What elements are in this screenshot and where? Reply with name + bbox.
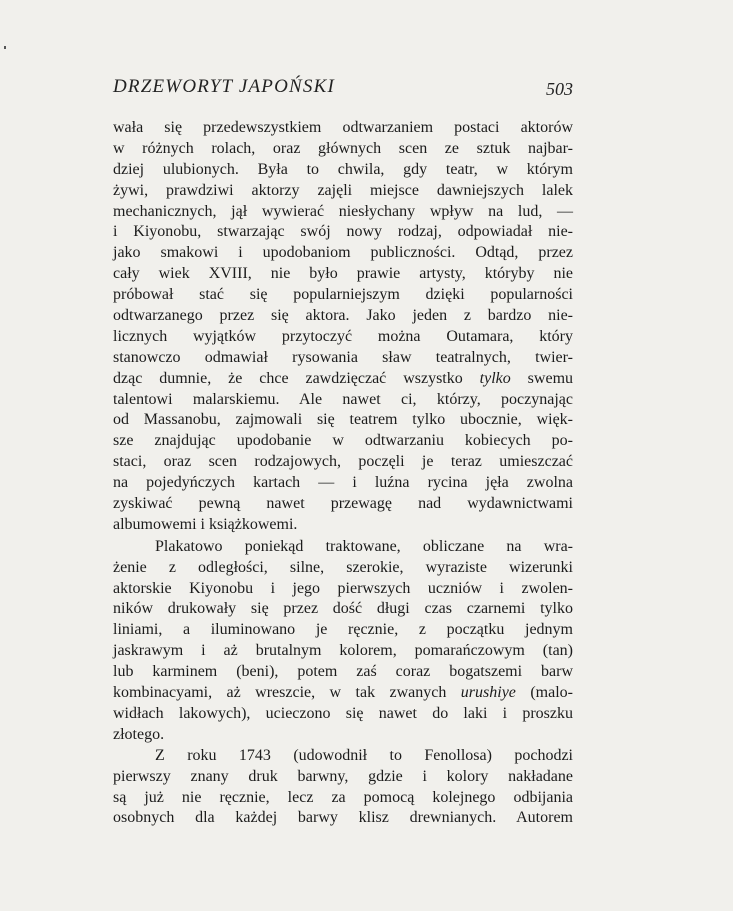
text-line: cały wiek XVIII, nie było prawie artysty, któryby nie	[113, 265, 573, 283]
text-line: próbował stać się popularniejszym dzięki popularności	[113, 286, 573, 304]
text-line: stanowczo odmawiał rysowania sław teatralnych, twier-	[113, 348, 573, 366]
text-line: odtwarzanego przez się aktora. Jako jeden z bardzo nie-	[113, 307, 573, 325]
body-text	[113, 118, 573, 829]
text-run: dząc dumnie, że chce zawdzięczać wszystko	[113, 369, 480, 387]
text-line: wała się przedewszystkiem odtwarzaniem postaci aktorów	[113, 119, 573, 136]
text-line: na pojedyńczych kartach — i luźna rycina jęła zwolna	[113, 474, 573, 492]
text-line: talentowi malarskiemu. Ale nawet ci, którzy, poczynając	[113, 390, 573, 408]
text-line: żenie z odległości, silne, szerokie, wyraziste wizerunki	[113, 558, 573, 576]
text-run: swemu	[510, 369, 574, 387]
italic-word: urushiye	[460, 684, 516, 702]
text-line: licznych wyjątków przytoczyć można Outamara, który	[113, 327, 573, 345]
text-line: staci, oraz scen rodzajowych, poczęli je teraz umieszczać	[113, 453, 573, 471]
running-header	[113, 76, 573, 106]
running-title: DRZEWORYT JAPOŃSKI	[113, 76, 335, 97]
scan-speck	[4, 46, 6, 49]
page-number: 503	[546, 79, 573, 99]
text-line: albumowemi i książkowemi.	[113, 515, 298, 533]
text-line: sze znajdując upodobanie w odtwarzaniu kobiecych po-	[113, 432, 573, 450]
text-line: złotego.	[113, 725, 165, 743]
text-line: lub karminem (beni), potem zaś coraz bogatszemi barw	[113, 663, 573, 681]
text-line: od Massanobu, zajmowali się teatrem tylko ubocznie, więk-	[113, 411, 573, 429]
text-line: jaskrawym i aż brutalnym kolorem, pomarańczowym (tan)	[113, 642, 573, 660]
text-line: pierwszy znany druk barwny, gdzie i kolory nakładane	[113, 767, 573, 785]
text-line	[113, 369, 573, 390]
text-line	[113, 683, 573, 704]
text-line: dziej ulubionych. Była to chwila, gdy teatr, w którym	[113, 160, 573, 178]
text-line: aktorskie Kiyonobu i jego pierwszych uczniów i zwolen-	[113, 579, 573, 597]
text-run: kombinacyami, aż wreszcie, w tak zwanych	[113, 684, 461, 702]
text-line: żywi, prawdziwi aktorzy zajęli miejsce dawniejszych lalek	[113, 181, 573, 199]
text-line: liniami, a iluminowano je ręcznie, z początku jednym	[113, 621, 573, 639]
text-line: zyskiwać pewną nawet przewagę nad wydawnictwami	[113, 495, 573, 513]
text-line: jako smakowi i upodobaniom publiczności. Odtąd, przez	[113, 244, 573, 262]
text-line: ników drukowały się przez dość długi czas czarnemi tylko	[113, 600, 573, 618]
text-line: Z roku 1743 (udowodnił to Fenollosa) pochodzi	[155, 746, 573, 764]
text-line: widłach lakowych), ucieczono się nawet do laki i proszku	[113, 704, 573, 722]
text-line: mechanicznych, jął wywierać niesłychany wpływ na lud, —	[113, 202, 573, 220]
text-line: są już nie ręcznie, lecz za pomocą kolejnego odbijania	[113, 788, 573, 806]
text-line: i Kiyonobu, stwarzając swój nowy rodzaj, odpowiadał nie-	[113, 223, 573, 241]
text-line: w różnych rolach, oraz głównych scen ze sztuk najbar-	[113, 139, 573, 157]
text-line: osobnych dla każdej barwy klisz drewnianych. Autorem	[113, 809, 573, 827]
text-run: (malo-	[515, 684, 573, 702]
text-line: Plakatowo poniekąd traktowane, obliczane na wra-	[155, 537, 573, 555]
italic-word: tylko	[479, 369, 511, 387]
